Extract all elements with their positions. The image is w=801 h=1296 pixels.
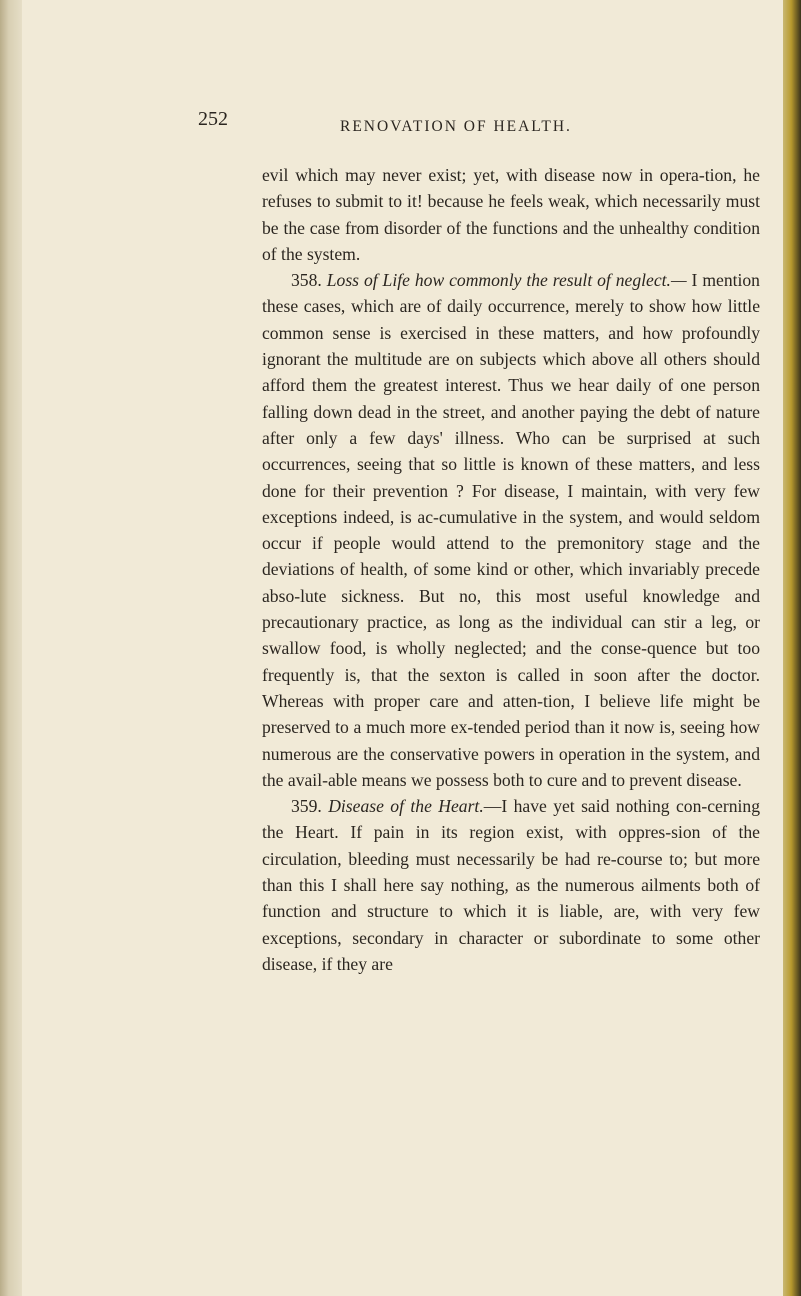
paragraph-continuation: evil which may never exist; yet, with disease now in opera-tion, he refuses to submit to it! because he feels weak, which necessarily must be the case from disorder of the functions and the unhealthy condition of the system.: [262, 165, 760, 264]
section-heading: Disease of the Heart.: [328, 796, 484, 817]
section-text: —I have yet said nothing con-cerning the Heart. If pain in its region exist, with oppres-sion of the circulation, bleeding must necessarily be had re-course to; but more than this I shall here say nothing, as the numerous ailments both of function and structure to which it is liable, are, with very few exceptions, secondary in character or subordinate to some other disease, if they are: [262, 796, 760, 974]
page-number: 252: [198, 108, 228, 130]
page-edge: [783, 0, 801, 1296]
running-title: RENOVATION OF HEALTH.: [340, 118, 572, 135]
running-head: [22, 108, 783, 146]
section-text: I mention these cases, which are of daily occurrence, merely to show how little common sense is exercised in these matters, and how profoundly ignorant the multitude are on subjects which above all others should afford them the greatest interest. Thus we hear daily of one person falling down dead in the street, and another paying the debt of nature after only a few days' illness. Who can be surprised at such occurrences, seeing that so little is known of these matters, and less done for their prevention ? For disease, I maintain, with very few exceptions indeed, is ac-cumulative in the system, and would seldom occur if people would attend to the premonitory stage and the deviations of health, of some kind or other, which invariably precede abso-lute sickness. But no, this most useful knowledge and precautionary practice, as long as the individual can stir a leg, or swallow food, is wholly neglected; and the conse-quence but too frequently is, that the sexton is called in soon after the doctor. Whereas with proper care and atten-tion, I believe life might be preserved to a much more ex-tended period than it now is, seeing how numerous are the conservative powers in operation in the system, and the avail-able means we possess both to cure and to prevent disease.: [262, 270, 760, 790]
section-heading: Loss of Life how commonly the result of neglect.—: [326, 270, 687, 291]
body-text: [262, 162, 760, 977]
section-number: 358.: [291, 270, 322, 291]
book-page: [22, 0, 783, 1296]
paragraph-359: [262, 793, 760, 977]
book-gutter: [0, 0, 22, 1296]
paragraph-358: [262, 267, 760, 793]
section-number: 359.: [291, 796, 322, 817]
